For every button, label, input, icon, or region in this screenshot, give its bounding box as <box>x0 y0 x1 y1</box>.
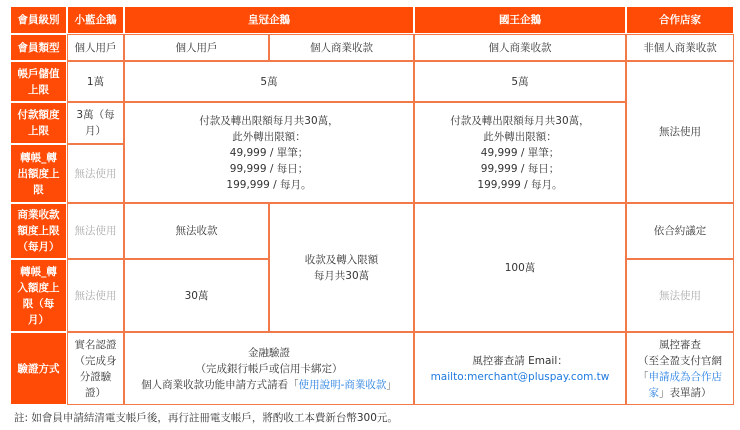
header-small-blue: 小藍企鵝 <box>67 6 124 34</box>
cell-transfer-in-partner: 無法使用 <box>626 259 734 332</box>
verify-title: 風控審查請 Email： <box>472 354 568 367</box>
cell-transfer-out-king <box>414 102 626 203</box>
cell-verify-small-blue: 實名認證（完成身分證驗證） <box>67 332 124 405</box>
cell-type-king: 個人商業收款 <box>414 34 626 61</box>
cell-type-small-blue: 個人用戶 <box>67 34 124 61</box>
text: 個人商業收款功能申請方式請看「 <box>141 378 299 391</box>
cell-transfer-out-crown <box>124 102 414 203</box>
row-label-verification: 驗證方式 <box>10 332 67 405</box>
limit-line: 99,999 / 每日； <box>229 162 309 175</box>
text: 」 <box>386 378 397 391</box>
cell-payment-small-blue: 3萬（每月） <box>67 102 124 144</box>
row-label-balance: 帳戶儲值上限 <box>10 61 67 102</box>
limit-line: 99,999 / 每日； <box>480 162 560 175</box>
cell-transfer-in-small-blue: 無法使用 <box>67 259 124 332</box>
cell-receipt-king: 100萬 <box>414 203 626 332</box>
header-partner: 合作店家 <box>626 6 734 34</box>
cell-receipt-small-blue: 無法使用 <box>67 203 124 259</box>
cell-receipt-partner: 依合約議定 <box>626 203 734 259</box>
verify-apply-line <box>631 353 729 401</box>
cell-verify-king <box>414 332 626 405</box>
partner-apply-link[interactable]: 申請成為合作店家 <box>648 370 722 399</box>
text: 」表單請） <box>659 386 712 399</box>
limit-line: 付款及轉出限額每月共30萬， <box>450 114 590 127</box>
header-membership-level: 會員級別 <box>10 6 67 34</box>
cell-balance-king: 5萬 <box>414 61 626 102</box>
cell-verify-partner <box>626 332 734 405</box>
text: （至全盈支付官網「 <box>638 354 722 383</box>
cell-balance-crown: 5萬 <box>124 61 414 102</box>
cell-type-crown-personal: 個人用戶 <box>124 34 269 61</box>
row-label-transfer-out: 轉帳_轉出額度上限 <box>10 144 67 203</box>
header-crown: 皇冠企鵝 <box>124 6 414 34</box>
business-receipt-guide-link[interactable]: 使用說明-商業收款 <box>298 378 387 391</box>
cell-verify-crown <box>124 332 414 405</box>
limit-line: 收款及轉入限額 <box>304 253 379 266</box>
limit-line: 199,999 / 每月。 <box>477 178 563 191</box>
cell-receipt-crown-personal: 無法收款 <box>124 203 269 259</box>
verify-desc: （完成銀行帳戶或信用卡綁定） <box>195 362 343 375</box>
footnote: 註: 如會員申請結清電支帳戶後，再行註冊電支帳戶，將酌收工本費新台幣300元。 <box>14 412 398 424</box>
limit-line: 199,999 / 每月。 <box>226 178 312 191</box>
cell-transfer-in-crown-personal: 30萬 <box>124 259 269 332</box>
limit-line: 49,999 / 單筆； <box>229 146 309 159</box>
verify-title: 風控審查 <box>659 338 701 351</box>
limit-line: 此外轉出限額： <box>483 130 557 143</box>
cell-transfer-out-small-blue: 無法使用 <box>67 144 124 203</box>
limit-line: 每月共30萬 <box>313 269 370 282</box>
cell-type-crown-business: 個人商業收款 <box>269 34 414 61</box>
row-label-payment: 付款額度上限 <box>10 102 67 144</box>
limit-line: 49,999 / 單筆； <box>480 146 560 159</box>
cell-receipt-crown-business <box>269 203 414 332</box>
merchant-email-link[interactable]: mailto:merchant@pluspay.com.tw <box>430 370 610 383</box>
row-label-business-receipt: 商業收款額度上限（每月） <box>10 203 67 259</box>
row-label-transfer-in: 轉帳_轉入額度上限（每月） <box>10 259 67 332</box>
verify-apply-line <box>141 377 397 393</box>
limit-line: 此外轉出限額： <box>232 130 306 143</box>
cell-balance-partner: 無法使用 <box>626 61 734 203</box>
cell-balance-small-blue: 1萬 <box>67 61 124 102</box>
header-king: 國王企鵝 <box>414 6 626 34</box>
cell-type-partner: 非個人商業收款 <box>626 34 734 61</box>
row-label-type: 會員類型 <box>10 34 67 61</box>
verify-title: 金融驗證 <box>248 346 290 359</box>
limit-line: 付款及轉出限額每月共30萬， <box>199 114 339 127</box>
